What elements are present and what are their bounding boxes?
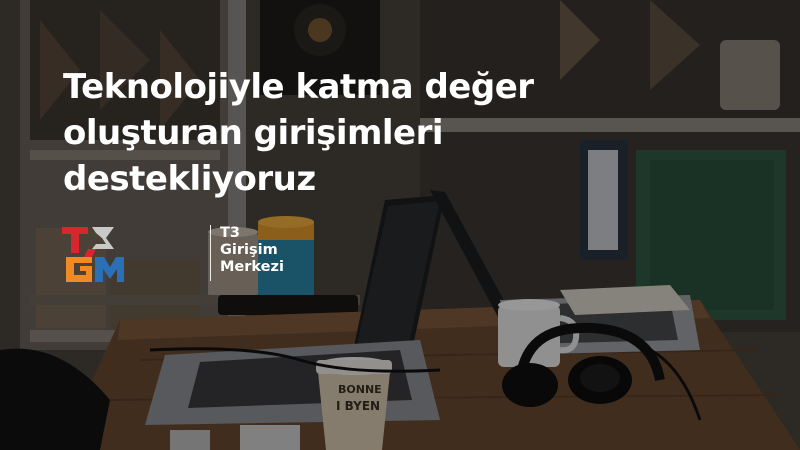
logo-line-merkezi: Merkezi bbox=[220, 259, 284, 275]
cup-print-line-2: I BYEN bbox=[336, 399, 381, 413]
logo-wordmark bbox=[220, 225, 284, 276]
headline-line-3: destekliyoruz bbox=[63, 159, 316, 199]
headline-line-1: Teknolojiyle katma değer bbox=[63, 67, 534, 107]
cup-print-line-1: BONNE bbox=[338, 383, 382, 396]
t3gm-logo-mark-icon bbox=[62, 225, 142, 283]
logo-divider bbox=[210, 225, 211, 281]
t3-girisim-merkezi-logo[interactable] bbox=[62, 225, 284, 285]
headline bbox=[63, 64, 623, 202]
logo-line-t3: T3 bbox=[220, 225, 240, 241]
logo-line-girisim: Girişim bbox=[220, 242, 278, 258]
headline-line-2: oluşturan girişimleri bbox=[63, 113, 444, 153]
